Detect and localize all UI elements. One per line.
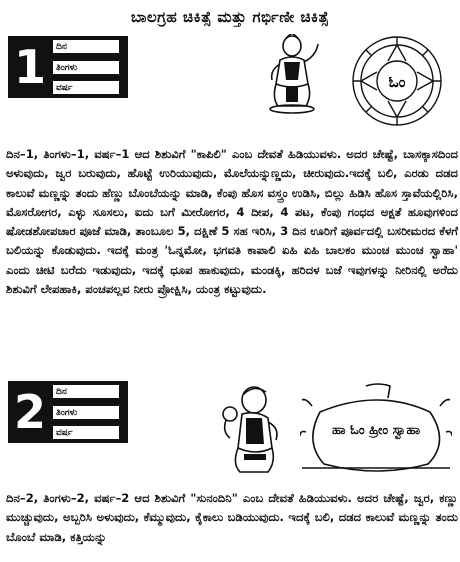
month-field-label: ತಿಂಗಳು — [52, 405, 120, 420]
section-2-paragraph: ದಿನ–2, ತಿಂಗಳು–2, ವರ್ಷ–2 ಆದ ಶಿಶುವಿಗೆ "ಸುನಂದಿನಿ" ಎಂಬ ದೇವತೆ ಹಿಡಿಯುವಳು. ಅದರ ಚೇಷ್ಟೆ, ಜ್ವರ, ಕಣ್ಣು ಮುಚ್ಚುವುದು, ಅಬ್ಬರಿಸಿ ಅಳುವುದು, ಕೆಮ್ಮುವುದು, ಕೈಕಾಲು ಬಡಿಯುವುದು. ಇದಕ್ಕೆ ಬಲಿ, ದಡದ ಕಾಲುವೆ ಮಣ್ಣನ್ನು ತಂದು ಬೊಂಬೆ ಮಾಡಿ, ಕತ್ತಿಯನ್ನು — [6, 491, 458, 544]
section-2-number-block — [8, 381, 128, 443]
year-field-label: ವರ್ಷ — [52, 80, 120, 95]
yantra-2-text: ಹಾ ಓಂ ಹ್ರೀಂ ಸ್ವಾಹಾ — [331, 423, 421, 438]
day-field-label: ದಿನ — [52, 39, 120, 54]
page-title: ಬಾಲಗ್ರಹ ಚಿಕಿತ್ಸೆ ಮತ್ತು ಗರ್ಭಿಣೀ ಚಿಕಿತ್ಸೆ — [130, 8, 330, 26]
section-1-paragraph: ದಿನ–1, ತಿಂಗಳು–1, ವರ್ಷ–1 ಆದ ಶಿಶುವಿಗೆ "ಕಾಪಿಲಿ" ಎಂಬ ದೇವತೆ ಹಿಡಿಯುವಳು. ಅದರ ಚೇಷ್ಟೆ, ಬಾಸಕ್ಕಾಸದಿಂದ ಅಳುವುದು, ಜ್ವರ ಬರುವುದು, ಹೊಟ್ಟೆ ಉರಿಯುವುದು, ಮೊಲೆಯನ್ನುಣ್ಣದು, ಚೀರುವುದು.ಇದಕ್ಕೆ ಬಲಿ, ಎರಡು ದಡದ ಕಾಲುವೆ ಮಣ್ಣನ್ನು ತಂದು ಹೆಣ್ಣು ಬೊಂಬೆಯನ್ನು ಮಾಡಿ, ಕೆಂಪು ಹೊಸ ವಸ್ತ್ರಂ ಉಡಿಸಿ, ಬಿಲ್ಲು ಹಿಡಿಸಿ ಹೊಸ ಸ್ತಾವೆಯಲ್ಲಿರಿಸಿ, ಮೊಸರೋಗರ, ಎಳ್ಳು ಸೂಸಲು, ಐದು ಬಗೆ ಮೀರೋಗರ, 4 ದೀಪ, 4 ಪಟ, ಕೆಂಪು ಗಂಧದ ಅಕ್ಷತೆ ಹೂವುಗಳಿಂದ ಷೋಡಶೋಪಚಾರ ಪೂಜೆ ಮಾಡಿ, ತಾಂಬೂಲ 5, ದಕ್ಷಿಣೆ 5 ಸಹ ಇರಿಸಿ, 3 ದಿನ ಊರಿಗೆ ಪೂರ್ವದಲ್ಲಿ ಬಸರೀಮರದ ಕೆಳಗೆ ಬಲಿಯನ್ನು ಕೊಡುವುದು. ಇದಕ್ಕೆ ಮಂತ್ರ 'ಓನ್ನಮೋ, ಭಗವತಿ ಕಾಪಾಲಿ ಏಹಿ ಏಹಿ ಬಾಲಕಂ ಮುಂಚ ಮುಂಚ ಸ್ವಾಹಾ' ಎಂದು ಚೀಟಿ ಬರೆದು ಇಡುವುದು, ಇದಕ್ಕೆ ಧೂಪ ಹಾಕುವುದು, ಮಂಡಕ್ಕಿ, ಹರಿದಳ ಬಜೆ ಇವುಗಳನ್ನು ನೀರಿನಲ್ಲಿ ಅರೆದು ಶಿಶುವಿಗೆ ಲೇಪಹಾಕಿ, ಪಂಚಪಲ್ಲವ ನೀರು ಪ್ರೋಕ್ಷಿಸಿ, ಯಂತ್ರ ಕಟ್ಟುವುದು. — [6, 147, 458, 297]
day-field-label: ದಿನ — [52, 384, 120, 399]
kapali-deity-illustration — [262, 34, 324, 114]
year-field-label: ವರ್ಷ — [52, 425, 120, 440]
yantra-2-illustration — [300, 382, 452, 476]
section-1-number-block — [8, 36, 128, 98]
yantra-1-text: ಓಂ — [388, 73, 406, 91]
section-2-number: 2 — [13, 385, 46, 439]
yantra-1-illustration — [350, 34, 444, 128]
sunandini-deity-illustration — [216, 384, 284, 476]
section-1-number: 1 — [13, 40, 46, 94]
month-field-label: ತಿಂಗಳು — [52, 60, 120, 75]
